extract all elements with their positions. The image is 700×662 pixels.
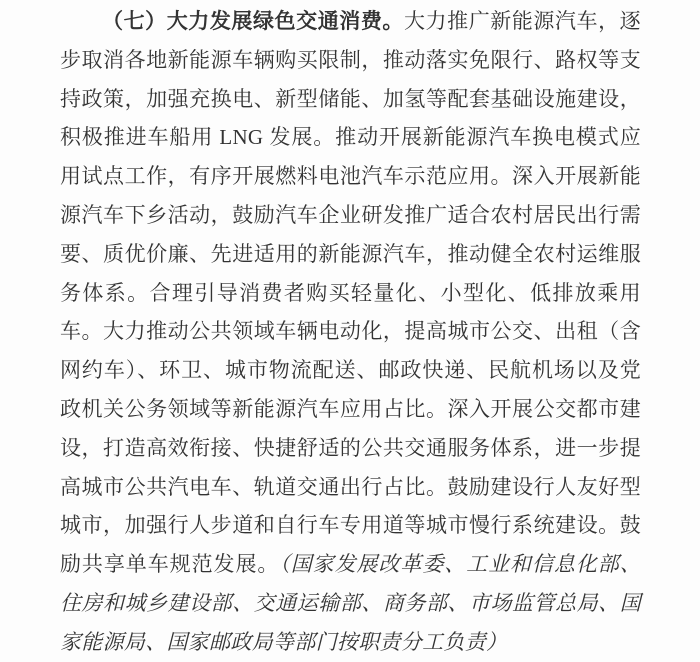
section-heading: （七）大力发展绿色交通消费。 <box>102 9 404 33</box>
paragraph-green-transport-consumption <box>60 2 641 662</box>
paragraph-body-text: 大力推广新能源汽车，逐步取消各地新能源车辆购买限制，推动落实免限行、路权等支持政策，加强充换电、新型储能、加氢等配套基础设施建设，积极推进车船用 LNG 发展。推动开展新能源汽车换电模式应用试点工作，有序开展燃料电池汽车示范应用。深入开展新能源汽车下乡活动，鼓励汽车企业研发推广适合农村居民出行需要、质优价廉、先进适用的新能源汽车，推动健全农村运维服务体系。合理引导消费者购买轻量化、小型化、低排放乘用车。大力推动公共领域车辆电动化，提高城市公交、出租（含网约车）、环卫、城市物流配送、邮政快递、民航机场以及党政机关公务领域等新能源汽车应用占比。深入开展公交都市建设，打造高效衔接、快捷舒适的公共交通服务体系，进一步提高城市公共汽电车、轨道交通出行占比。鼓励建设行人友好型城市，加强行人步道和自行车专用道等城市慢行系统建设。鼓励共享单车规范发展。 <box>60 9 641 577</box>
responsible-departments-note: （国家发展改革委、工业和信息化部、住房和城乡建设部、交通运输部、商务部、市场监管总局、国家能源局、国家邮政局等部门按职责分工负责） <box>60 552 641 654</box>
